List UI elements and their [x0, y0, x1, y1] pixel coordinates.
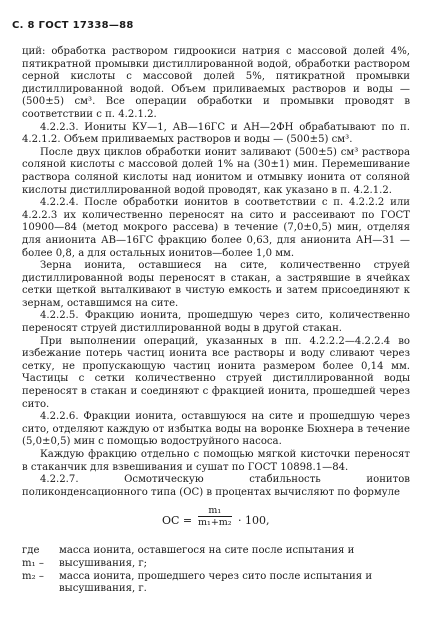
- paragraph: Зерна ионита, оставшиеся на сите, количественно струей дистиллированной воды переносят в стакан, а застрявшие в ячейках сетки щеткой выталкивают в чистую емкость и затем присоединяют к зернам, оставшимся на сите.: [22, 260, 410, 309]
- paragraph: 4.2.2.6. Фракции ионита, оставшуюся на сите и прошедшую через сито, отделяют каждую от избытка воды на воронке Бюхнера в течение (5,0±0,5) мин с помощью водоструйного насоса.: [22, 411, 410, 448]
- paragraph: Каждую фракцию отдельно с помощью мягкой кисточки переносят в стаканчик для взвешивания и сушат по ГОСТ 10898.1—84.: [22, 449, 410, 473]
- document-body: [22, 46, 410, 596]
- definition-text: масса ионита, оставшегося на сите после испытания и высушивания, г;: [59, 545, 355, 569]
- definition-text: масса ионита, прошедшего через сито после испытания и высушивания, г.: [59, 570, 373, 595]
- formula: [22, 505, 410, 539]
- paragraph: ций: обработка раствором гидроокиси натрия с массовой долей 4%, пятикратной промывки дистиллированной водой, обработки раствором серной кислоты с массовой долей 5%, пятикратной промывки дистиллированной водой. Объем приливаемых растворов и воды — (500±5) см³. Все операции обработки и промывки проводят в соответствии с п. 4.2.1.2.: [22, 46, 410, 120]
- formula-denominator: m₁+m₂: [198, 517, 232, 529]
- paragraph: После двух циклов обработки ионит заливают (500±5) см³ раствора соляной кислоты с массовой долей 1% на (30±1) мин. Перемешивание раствора соляной кислоты над ионитом и отмывку ионита от соляной кислоты дистиллированной водой проводят, как указано в п. 4.2.1.2.: [22, 146, 410, 196]
- paragraph: 4.2.2.7. Осмотическую стабильность ионитов поликонденсационного типа (ОС) в процентах вычисляют по формуле: [22, 474, 410, 498]
- definition-label: m₂ –: [22, 570, 44, 582]
- paragraph: 4.2.2.4. После обработки ионитов в соответствии с п. 4.2.2.2 или 4.2.2.3 их количественно переносят на сито и рассеивают по ГОСТ 10900—84 (метод мокрого рассева) в течение (7,0±0,5) мин, отделяя для анионита АВ—16ГС фракцию более 0,63, для анионита АН—31 — более 0,8, а для остальных ионитов—более 1,0 мм.: [22, 197, 410, 259]
- definition-item: [22, 571, 410, 596]
- page-header: С. 8 ГОСТ 17338—88: [12, 20, 134, 31]
- definitions: [22, 545, 410, 595]
- formula-fraction: [198, 505, 232, 528]
- paragraph: 4.2.2.3. Иониты КУ—1, АВ—16ГС и АН—2ФН обрабатывают по п. 4.2.1.2. Объем приливаемых растворов и воды — (500±5) см³.: [22, 121, 410, 146]
- formula-numerator: m₁: [198, 505, 232, 517]
- definition-item: [22, 545, 410, 570]
- paragraph: При выполнении операций, указанных в пп. 4.2.2.2—4.2.2.4 во избежание потерь частиц ионита все растворы и воду сливают через сетку, не пропускающую частиц ионита размером более 0,14 мм. Частицы с сетки количественно струей дистиллированной воды переносят в стакан и соединяют с фракцией ионита, прошедшей через сито.: [22, 335, 410, 410]
- definition-label: где m₁ –: [22, 545, 44, 569]
- formula-tail: · 100,: [238, 514, 270, 528]
- formula-lhs: ОС =: [162, 514, 193, 528]
- paragraph: 4.2.2.5. Фракцию ионита, прошедшую через сито, количественно переносят струей дистиллированной воды в другой стакан.: [22, 310, 410, 335]
